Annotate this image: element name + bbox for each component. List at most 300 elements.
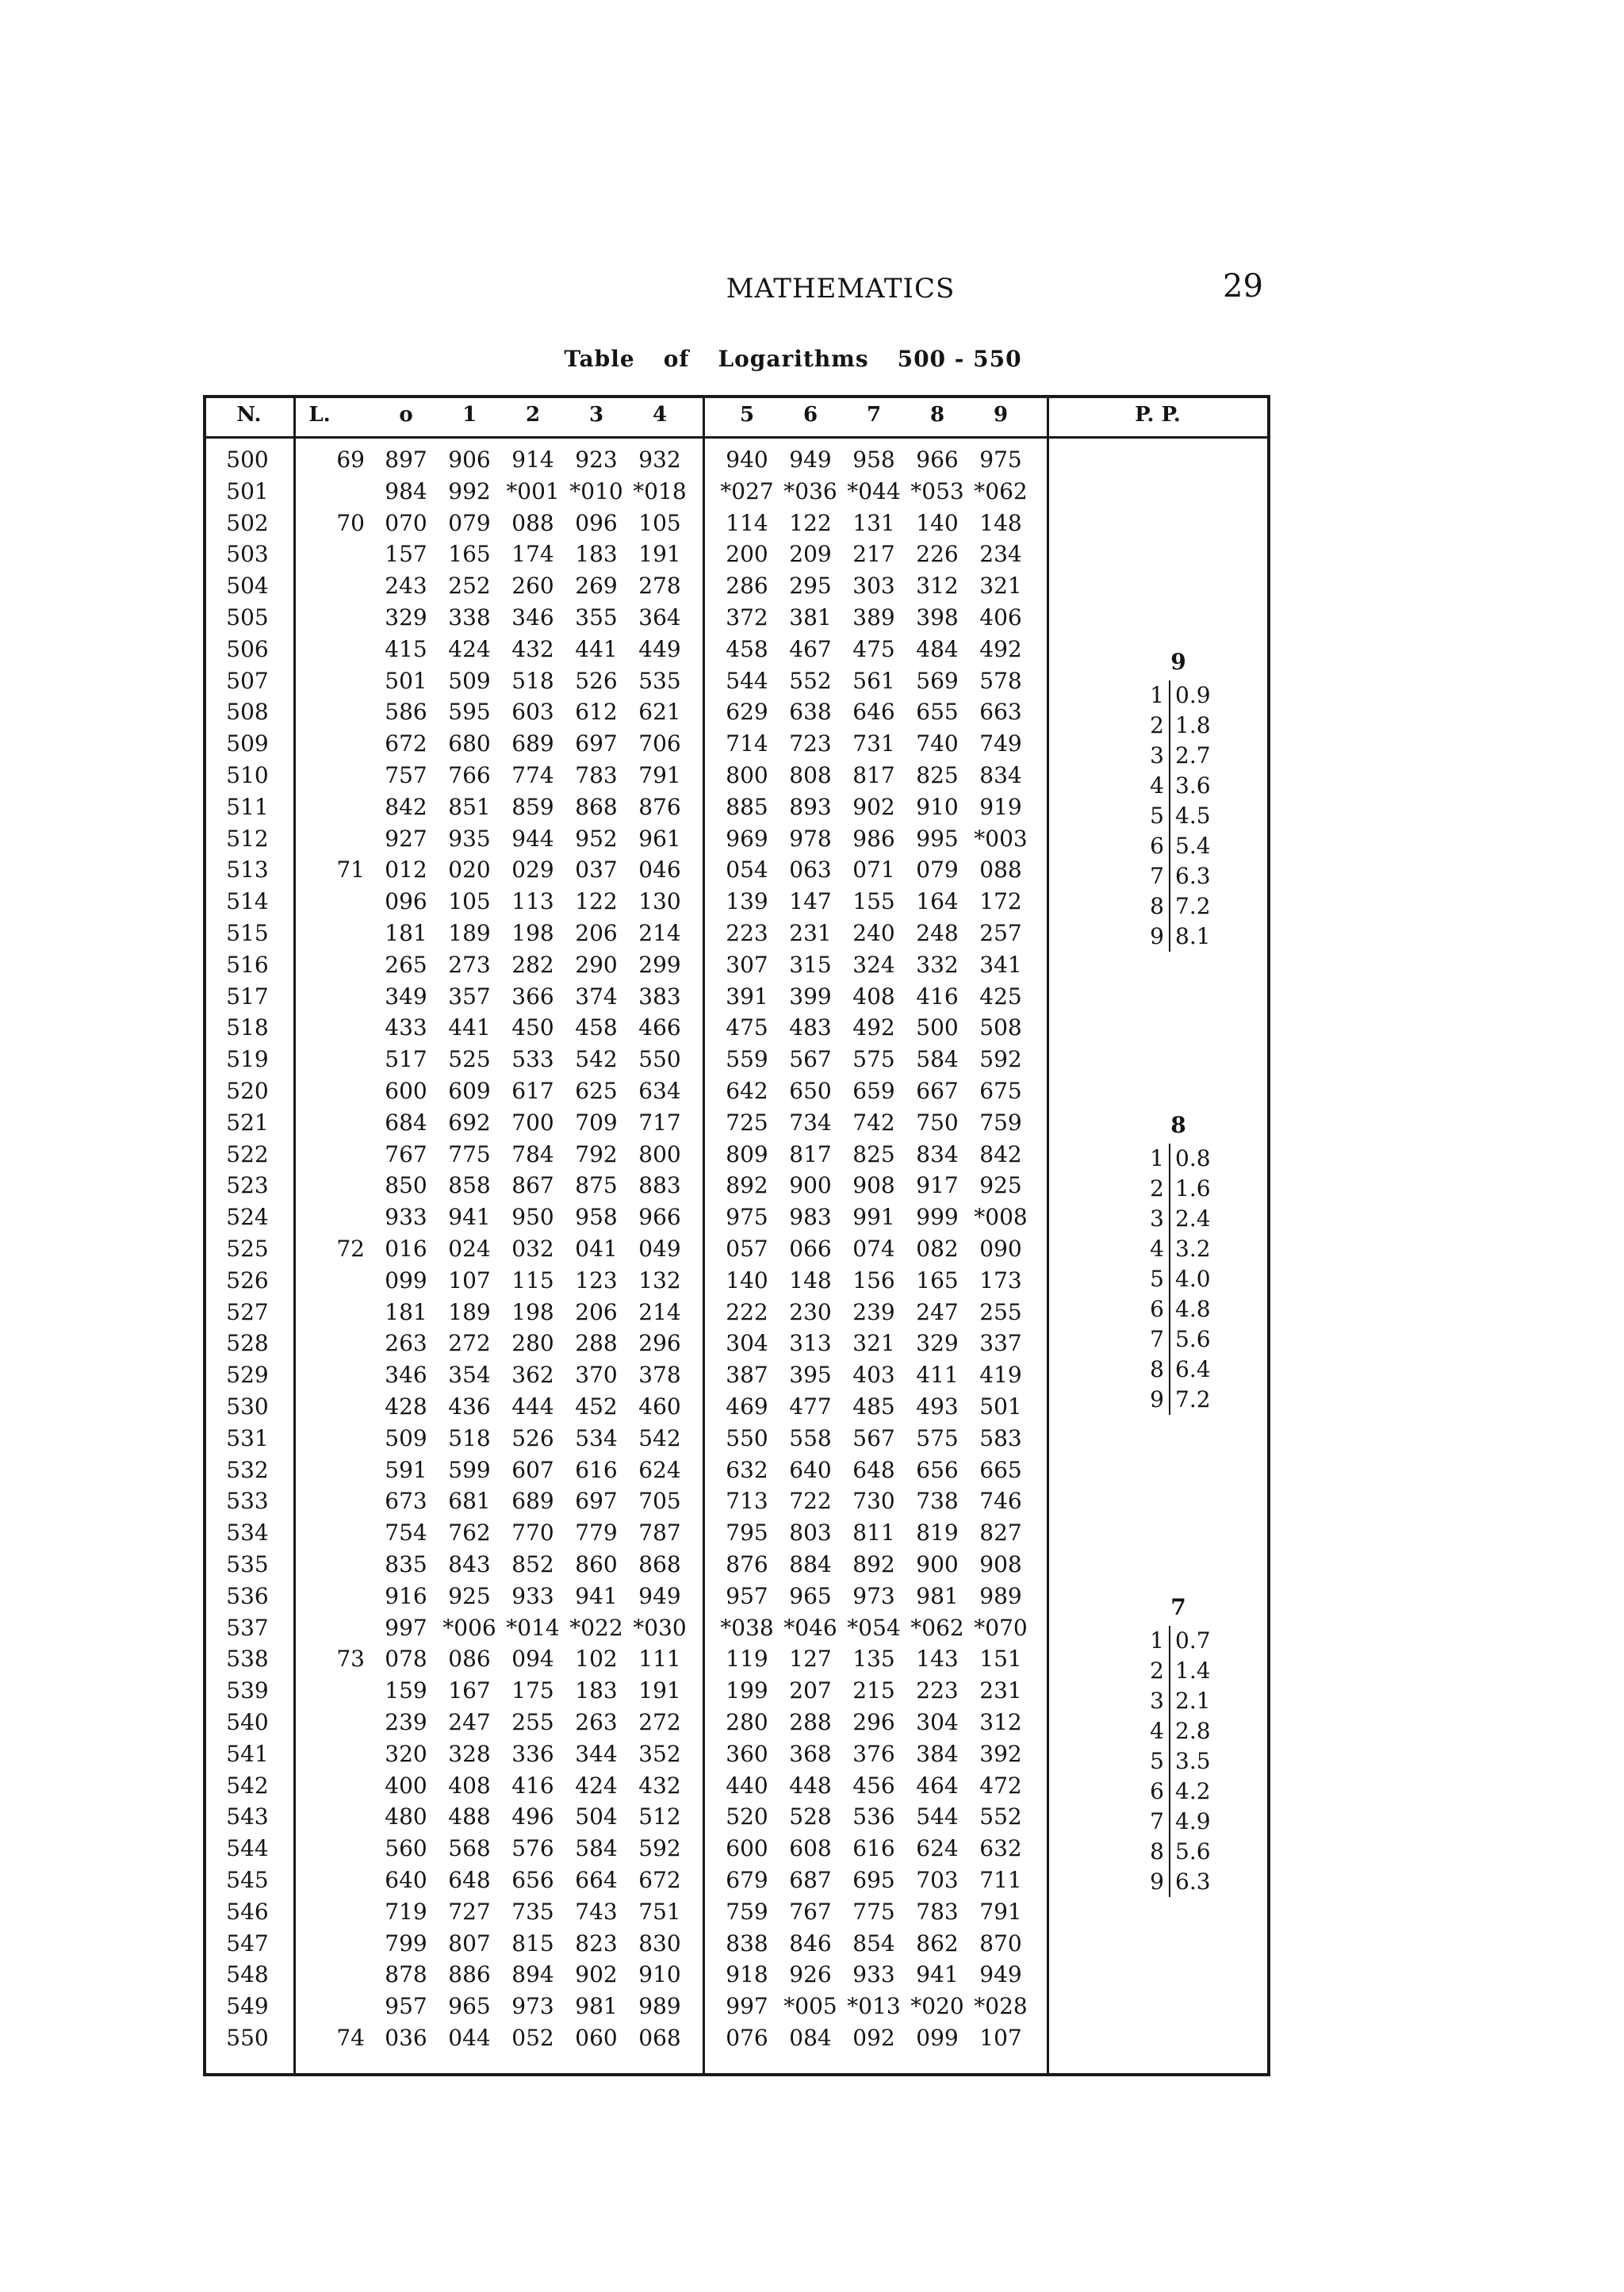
mantissa-cell: 575: [852, 1046, 895, 1073]
mantissa-cell: 255: [511, 1709, 554, 1735]
mantissa-cell: 655: [916, 699, 959, 726]
mantissa-cell: 986: [852, 825, 895, 852]
table-row: [206, 1391, 1039, 1423]
row-number: 516: [226, 951, 269, 978]
mantissa-cell: 823: [575, 1930, 618, 1957]
mantissa-cell: 730: [852, 1488, 895, 1515]
pp-digit: 9: [1142, 1867, 1170, 1897]
mantissa-cell: 159: [385, 1677, 427, 1704]
table-row: [206, 570, 1039, 602]
mantissa-cell: 273: [448, 951, 491, 978]
mantissa-cell: 552: [789, 667, 832, 694]
mantissa-cell: 181: [385, 1298, 427, 1325]
mantissa-cell: 167: [448, 1677, 491, 1704]
mantissa-cell: 757: [385, 762, 427, 788]
mantissa-cell: 346: [511, 604, 554, 630]
mantissa-cell: 155: [852, 888, 895, 915]
mantissa-cell: 436: [448, 1393, 491, 1420]
logarithm-table: [203, 395, 1270, 2076]
table-row: [206, 2022, 1039, 2054]
mantissa-cell: 054: [726, 857, 768, 883]
mantissa-cell: 164: [916, 888, 959, 915]
mantissa-cell: 648: [852, 1456, 895, 1483]
pp-row: [1142, 680, 1211, 711]
pp-value: 5.6: [1175, 1838, 1211, 1865]
row-number: 500: [226, 447, 269, 473]
mantissa-cell: 914: [511, 447, 554, 473]
mantissa-cell: 296: [638, 1330, 681, 1357]
mantissa-cell: 749: [979, 730, 1022, 757]
row-number: 514: [226, 888, 269, 915]
mantissa-cell: 151: [979, 1646, 1022, 1673]
mantissa-cell: 599: [448, 1456, 491, 1483]
pp-row: [1142, 1867, 1211, 1897]
mantissa-cell: 918: [726, 1961, 768, 1988]
mantissa-cell: 370: [575, 1362, 618, 1389]
table-row: [206, 1801, 1039, 1833]
mantissa-cell: 329: [385, 604, 427, 630]
mantissa-cell: 068: [638, 2025, 681, 2051]
mantissa-cell: 767: [385, 1140, 427, 1167]
mantissa-cell: 533: [511, 1046, 554, 1073]
mantissa-cell: 321: [852, 1330, 895, 1357]
pp-digit: 1: [1142, 1144, 1170, 1174]
mantissa-cell: 842: [385, 793, 427, 820]
mantissa-cell: 280: [511, 1330, 554, 1357]
row-number: 517: [226, 983, 269, 1010]
table-row: [206, 981, 1039, 1013]
pp-digit: 7: [1142, 1807, 1170, 1837]
table-row: [206, 1896, 1039, 1928]
mantissa-cell: 175: [511, 1677, 554, 1704]
mantissa-cell: 834: [916, 1140, 959, 1167]
table-row: [206, 1485, 1039, 1517]
row-number: 544: [226, 1835, 269, 1862]
row-number: 521: [226, 1109, 269, 1136]
mantissa-cell: 695: [852, 1867, 895, 1893]
pp-digit: 2: [1142, 711, 1170, 741]
row-number: 501: [226, 477, 269, 504]
mantissa-cell: 360: [726, 1740, 768, 1767]
pp-row: [1142, 1204, 1211, 1234]
row-number: 510: [226, 762, 269, 788]
mantissa-cell: 576: [511, 1835, 554, 1862]
mantissa-cell: 734: [789, 1109, 832, 1136]
mantissa-cell: 766: [448, 762, 491, 788]
mantissa-cell: 324: [852, 951, 895, 978]
mantissa-cell: 584: [916, 1046, 959, 1073]
mantissa-cell: 044: [448, 2025, 491, 2051]
mantissa-cell: 725: [726, 1109, 768, 1136]
mantissa-cell: 862: [916, 1930, 959, 1957]
mantissa-cell: 428: [385, 1393, 427, 1420]
mantissa-cell: 965: [789, 1582, 832, 1609]
mantissa-cell: 774: [511, 762, 554, 788]
mantissa-cell: 500: [916, 1014, 959, 1041]
mantissa-cell: 958: [575, 1204, 618, 1231]
mantissa-cell: 016: [385, 1236, 427, 1262]
pp-value: 2.7: [1175, 742, 1211, 768]
mantissa-cell: 692: [448, 1109, 491, 1136]
mantissa-cell: 542: [638, 1424, 681, 1451]
pp-row: [1142, 1324, 1211, 1355]
row-number: 546: [226, 1898, 269, 1925]
mantissa-cell: 884: [789, 1551, 832, 1577]
mantissa-cell: 727: [448, 1898, 491, 1925]
mantissa-cell: 659: [852, 1078, 895, 1104]
mantissa-cell: 449: [638, 635, 681, 662]
mantissa-cell: 066: [789, 1236, 832, 1262]
mantissa-cell: 800: [726, 762, 768, 788]
mantissa-cell: 648: [448, 1867, 491, 1893]
table-row: [206, 823, 1039, 855]
mantissa-cell: 989: [638, 1993, 681, 2020]
row-number: 532: [226, 1456, 269, 1483]
table-row: [206, 1549, 1039, 1581]
mantissa-cell: 094: [511, 1646, 554, 1673]
table-row: [206, 1865, 1039, 1896]
mantissa-cell: 381: [789, 604, 832, 630]
mantissa-cell: 290: [575, 951, 618, 978]
mantissa-cell: 542: [575, 1046, 618, 1073]
mantissa-cell: 999: [916, 1204, 959, 1231]
mantissa-cell: 432: [638, 1772, 681, 1799]
mantissa-cell: 189: [448, 920, 491, 946]
mantissa-cell: 709: [575, 1109, 618, 1136]
row-number: 529: [226, 1362, 269, 1389]
mantissa-cell: *020: [910, 1993, 964, 2020]
mantissa-cell: 592: [979, 1046, 1022, 1073]
mantissa-cell: 923: [575, 447, 618, 473]
col-header-l: L.: [308, 403, 331, 427]
mantissa-cell: 272: [638, 1709, 681, 1735]
mantissa-cell: 851: [448, 793, 491, 820]
mantissa-cell: 441: [575, 635, 618, 662]
mantissa-cell: 148: [979, 509, 1022, 536]
mantissa-cell: 775: [448, 1140, 491, 1167]
mantissa-cell: 868: [638, 1551, 681, 1577]
pp-value: 7.2: [1175, 1386, 1211, 1412]
mantissa-cell: 086: [448, 1646, 491, 1673]
mantissa-cell: 910: [638, 1961, 681, 1988]
mantissa-cell: 165: [916, 1267, 959, 1294]
mantissa-cell: 981: [575, 1993, 618, 2020]
mantissa-cell: 711: [979, 1867, 1022, 1893]
mantissa-cell: 243: [385, 573, 427, 600]
pp-row: [1142, 1686, 1211, 1716]
pp-digit: 2: [1142, 1656, 1170, 1686]
mantissa-cell: 172: [979, 888, 1022, 915]
table-row: [206, 949, 1039, 981]
mantissa-cell: 307: [726, 951, 768, 978]
mantissa-cell: 328: [448, 1740, 491, 1767]
mantissa-cell: 206: [575, 1298, 618, 1325]
mantissa-cell: 383: [638, 983, 681, 1010]
mantissa-cell: 550: [638, 1046, 681, 1073]
pp-digit: 2: [1142, 1174, 1170, 1204]
table-row: [206, 1770, 1039, 1802]
mantissa-cell: 952: [575, 825, 618, 852]
mantissa-cell: 084: [789, 2025, 832, 2051]
pp-digit: 9: [1142, 922, 1170, 952]
pp-value: 0.8: [1175, 1145, 1211, 1171]
mantissa-cell: *018: [633, 477, 687, 504]
col-header-n: N.: [236, 403, 262, 427]
mantissa-cell: 925: [979, 1172, 1022, 1199]
characteristic-prefix: 74: [336, 2025, 365, 2051]
table-row: [206, 1359, 1039, 1391]
mantissa-cell: 406: [979, 604, 1022, 630]
mantissa-cell: 122: [575, 888, 618, 915]
mantissa-cell: *038: [720, 1614, 774, 1641]
pp-value: 3.5: [1175, 1748, 1211, 1774]
mantissa-cell: 148: [789, 1267, 832, 1294]
pp-value: 2.8: [1175, 1718, 1211, 1744]
mantissa-cell: 508: [979, 1014, 1022, 1041]
mantissa-cell: 799: [385, 1930, 427, 1957]
mantissa-cell: 458: [726, 635, 768, 662]
mantissa-cell: 989: [979, 1582, 1022, 1609]
mantissa-cell: 558: [789, 1424, 832, 1451]
mantissa-cell: 984: [385, 477, 427, 504]
row-number: 527: [226, 1298, 269, 1325]
table-row: [206, 1581, 1039, 1612]
mantissa-cell: 600: [726, 1835, 768, 1862]
row-number: 534: [226, 1520, 269, 1547]
mantissa-cell: 706: [638, 730, 681, 757]
mantissa-cell: 783: [916, 1898, 959, 1925]
mantissa-cell: 722: [789, 1488, 832, 1515]
mantissa-cell: 312: [916, 573, 959, 600]
mantissa-cell: 183: [575, 541, 618, 568]
pp-value: 3.6: [1175, 772, 1211, 799]
row-number: 511: [226, 793, 269, 820]
mantissa-cell: 629: [726, 699, 768, 726]
mantissa-cell: 705: [638, 1488, 681, 1515]
mantissa-cell: 230: [789, 1298, 832, 1325]
mantissa-cell: 234: [979, 541, 1022, 568]
table-row: [206, 1675, 1039, 1707]
mantissa-cell: 935: [448, 825, 491, 852]
pp-value: 7.2: [1175, 893, 1211, 919]
mantissa-cell: 456: [852, 1772, 895, 1799]
mantissa-cell: 252: [448, 573, 491, 600]
col-header-digit: 5: [739, 403, 755, 427]
mantissa-cell: *014: [506, 1614, 560, 1641]
mantissa-cell: 978: [789, 825, 832, 852]
mantissa-cell: 640: [789, 1456, 832, 1483]
mantissa-cell: 552: [979, 1803, 1022, 1830]
col-header-digit: 6: [802, 403, 818, 427]
col-header-digit: 7: [866, 403, 882, 427]
mantissa-cell: 398: [916, 604, 959, 630]
mantissa-cell: 122: [789, 509, 832, 536]
pp-row: [1142, 922, 1211, 952]
mantissa-cell: 492: [852, 1014, 895, 1041]
mantissa-cell: *001: [506, 477, 560, 504]
mantissa-cell: 332: [916, 951, 959, 978]
mantissa-cell: 452: [575, 1393, 618, 1420]
mantissa-cell: 518: [511, 667, 554, 694]
mantissa-cell: 673: [385, 1488, 427, 1515]
table-row: [206, 791, 1039, 823]
mantissa-cell: 060: [575, 2025, 618, 2051]
mantissa-cell: 735: [511, 1898, 554, 1925]
mantissa-cell: 099: [916, 2025, 959, 2051]
mantissa-cell: 825: [916, 762, 959, 788]
mantissa-cell: 114: [726, 509, 768, 536]
mantissa-cell: 400: [385, 1772, 427, 1799]
col-header-digit: 4: [652, 403, 668, 427]
mantissa-cell: 621: [638, 699, 681, 726]
mantissa-cell: *044: [847, 477, 901, 504]
mantissa-cell: 902: [852, 793, 895, 820]
mantissa-cell: 090: [979, 1236, 1022, 1262]
mantissa-cell: 975: [726, 1204, 768, 1231]
mantissa-cell: 738: [916, 1488, 959, 1515]
row-number: 533: [226, 1488, 269, 1515]
mantissa-cell: 675: [979, 1078, 1022, 1104]
mantissa-cell: 183: [575, 1677, 618, 1704]
mantissa-cell: 997: [385, 1614, 427, 1641]
mantissa-cell: 751: [638, 1898, 681, 1925]
mantissa-cell: 504: [575, 1803, 618, 1830]
row-number: 518: [226, 1014, 269, 1041]
mantissa-cell: 700: [511, 1109, 554, 1136]
mantissa-cell: 052: [511, 2025, 554, 2051]
mantissa-cell: 357: [448, 983, 491, 1010]
mantissa-cell: 105: [638, 509, 681, 536]
table-row: [206, 1833, 1039, 1865]
mantissa-cell: 191: [638, 1677, 681, 1704]
pp-digit: 4: [1142, 771, 1170, 801]
mantissa-cell: 624: [638, 1456, 681, 1483]
table-title-word-1: Table: [564, 346, 635, 372]
mantissa-cell: 247: [916, 1298, 959, 1325]
pp-digit: 1: [1142, 680, 1170, 711]
mantissa-cell: 368: [789, 1740, 832, 1767]
mantissa-cell: 815: [511, 1930, 554, 1957]
mantissa-cell: 791: [979, 1898, 1022, 1925]
mantissa-cell: 231: [789, 920, 832, 946]
mantissa-cell: 057: [726, 1236, 768, 1262]
mantissa-cell: 041: [575, 1236, 618, 1262]
mantissa-cell: 910: [916, 793, 959, 820]
mantissa-cell: 791: [638, 762, 681, 788]
col-header-digit: o: [399, 403, 413, 427]
table-row: [206, 1707, 1039, 1738]
table-title-word-2: of: [663, 346, 690, 372]
mantissa-cell: 337: [979, 1330, 1022, 1357]
mantissa-cell: 512: [638, 1803, 681, 1830]
mantissa-cell: 509: [385, 1424, 427, 1451]
table-row: [206, 1455, 1039, 1486]
mantissa-cell: 223: [916, 1677, 959, 1704]
pp-row: [1142, 1264, 1211, 1294]
mantissa-cell: 784: [511, 1140, 554, 1167]
row-number: 503: [226, 541, 269, 568]
mantissa-cell: 679: [726, 1867, 768, 1893]
row-number: 550: [226, 2025, 269, 2051]
mantissa-cell: 247: [448, 1709, 491, 1735]
mantissa-cell: 892: [726, 1172, 768, 1199]
row-number: 504: [226, 573, 269, 600]
mantissa-cell: *010: [569, 477, 623, 504]
mantissa-cell: 346: [385, 1362, 427, 1389]
mantissa-cell: 199: [726, 1677, 768, 1704]
mantissa-cell: 600: [385, 1078, 427, 1104]
mantissa-cell: 638: [789, 699, 832, 726]
mantissa-cell: 561: [852, 667, 895, 694]
mantissa-cell: 608: [789, 1835, 832, 1862]
mantissa-cell: 448: [789, 1772, 832, 1799]
mantissa-cell: 740: [916, 730, 959, 757]
pp-row: [1142, 1656, 1211, 1686]
mantissa-cell: 070: [385, 509, 427, 536]
mantissa-cell: 892: [852, 1551, 895, 1577]
mantissa-cell: *070: [974, 1614, 1028, 1641]
mantissa-cell: 817: [852, 762, 895, 788]
mantissa-cell: 403: [852, 1362, 895, 1389]
mantissa-cell: 827: [979, 1520, 1022, 1547]
mantissa-cell: 143: [916, 1646, 959, 1673]
mantissa-cell: 526: [511, 1424, 554, 1451]
mantissa-cell: 288: [789, 1709, 832, 1735]
table-row: [206, 1044, 1039, 1075]
pp-row: [1142, 861, 1211, 891]
pp-value: 0.9: [1175, 682, 1211, 708]
mantissa-cell: 020: [448, 857, 491, 883]
table-row: [206, 1139, 1039, 1171]
table-row: [206, 1107, 1039, 1139]
mantissa-cell: 130: [638, 888, 681, 915]
mantissa-cell: 096: [575, 509, 618, 536]
mantissa-cell: 949: [789, 447, 832, 473]
mantissa-cell: 303: [852, 573, 895, 600]
mantissa-cell: 681: [448, 1488, 491, 1515]
mantissa-cell: 646: [852, 699, 895, 726]
mantissa-cell: 231: [979, 1677, 1022, 1704]
mantissa-cell: 321: [979, 573, 1022, 600]
mantissa-cell: 927: [385, 825, 427, 852]
table-row: [206, 665, 1039, 697]
mantissa-cell: 078: [385, 1646, 427, 1673]
mantissa-cell: 672: [638, 1867, 681, 1893]
mantissa-cell: 868: [575, 793, 618, 820]
mantissa-cell: 226: [916, 541, 959, 568]
row-number: 549: [226, 1993, 269, 2020]
pp-row: [1142, 1385, 1211, 1415]
mantissa-cell: 349: [385, 983, 427, 1010]
mantissa-cell: 082: [916, 1236, 959, 1262]
mantissa-cell: 475: [852, 635, 895, 662]
pp-row: [1142, 1355, 1211, 1385]
mantissa-cell: 902: [575, 1961, 618, 1988]
table-row: [206, 1265, 1039, 1297]
mantissa-cell: 157: [385, 541, 427, 568]
mantissa-cell: 263: [575, 1709, 618, 1735]
row-number: 525: [226, 1236, 269, 1262]
mantissa-cell: 975: [979, 447, 1022, 473]
mantissa-cell: 592: [638, 1835, 681, 1862]
mantissa-cell: 534: [575, 1424, 618, 1451]
mantissa-cell: 991: [852, 1204, 895, 1231]
mantissa-cell: 859: [511, 793, 554, 820]
characteristic-prefix: 69: [336, 447, 365, 473]
mantissa-cell: 603: [511, 699, 554, 726]
mantissa-cell: 783: [575, 762, 618, 788]
table-row: [206, 728, 1039, 760]
